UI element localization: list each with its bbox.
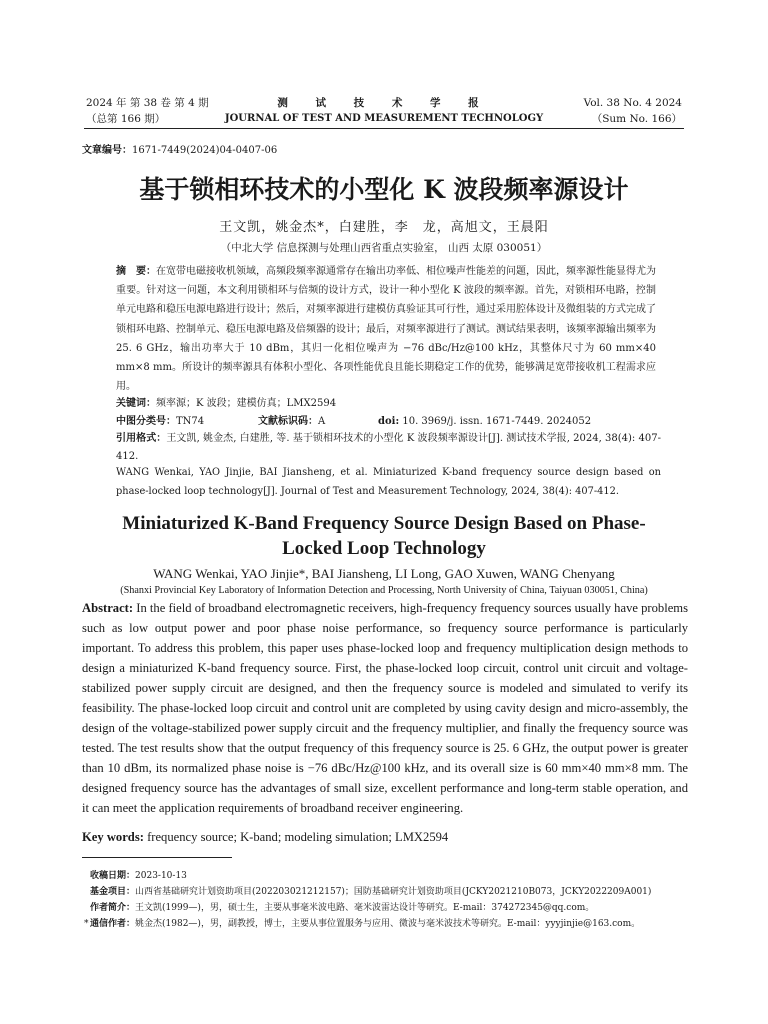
- doi: doi: 10. 3969/j. issn. 1671-7449. 2024052: [378, 416, 592, 427]
- citation-en: WANG Wenkai, YAO Jinjie, BAI Jiansheng, et al. Miniaturized K-band frequency source design based on phase-locked loop technology[J]. Journal of Test and Measurement Technology, 2024, 38(4): 407-412.: [116, 467, 661, 497]
- journal-name-cn: 测 试 技 术 学 报: [277, 97, 491, 109]
- classification-line: [116, 413, 676, 430]
- clc-number: 中图分类号：TN74: [116, 416, 205, 427]
- keywords-en: Key words: frequency source; K-band; modeling simulation; LMX2594: [82, 830, 449, 844]
- footnote-corresponding-author: * 通信作者：姚金杰(1982—)，男，副教授，博士，主要从事位置服务与应用、微波与毫米波技术等研究。E-mail：yyyjinjie@163.com。: [84, 919, 641, 929]
- article-number: 文章编号：1671-7449(2024)04-0407-06: [82, 145, 278, 156]
- header-issue: 2024 年 第 38 卷 第 4 期: [86, 97, 209, 109]
- abstract-cn: 摘 要：在宽带电磁接收机领域，高频段频率源通常存在输出功率低、相位噪声性能差的问题，因此，频率源性能显得尤为重要。针对这一问题，本文利用锁相环与倍频的设计方式，设计一种小型化 K 波段的频率源。首先，对锁相环电路，控制单元电路和稳压电源电路进行设计；然后，对频率源进行建模仿真验证其可行性，通过采用腔体设计及微组装的方式完成了锁相环电路、控制单元、稳压电源电路及倍频器的设计；最后，对频率源进行了测试。测试结果表明，该频率源输出频率为 25. 6 GHz，输出功率大于 10 dBm，其归一化相位噪声为 −76 dBc/Hz@100 kHz，其整体尺寸为 60 mm×40 mm×8 mm。所设计的频率源具有体积小型化、各项性能优良且能长期稳定工作的优势，能够满足宽带接收机工程需求应用。: [116, 266, 656, 393]
- journal-name-en: JOURNAL OF TEST AND MEASUREMENT TECHNOLOGY: [224, 113, 544, 124]
- citation-cn: 引用格式：王文凯, 姚金杰, 白建胜, 等. 基于锁相环技术的小型化 K 波段频率源设计[J]. 测试技术学报, 2024, 38(4): 407-412.: [116, 433, 661, 462]
- authors-en: WANG Wenkai, YAO Jinjie*, BAI Jiansheng, LI Long, GAO Xuwen, WANG Chenyang: [153, 566, 615, 581]
- affiliation-cn: （中北大学 信息探测与处理山西省重点实验室， 山西 太原 030051）: [220, 242, 548, 254]
- header-volume: Vol. 38 No. 4 2024: [583, 97, 682, 109]
- header-rule: [84, 128, 684, 129]
- footnote-received: 收稿日期：2023-10-13: [90, 871, 187, 881]
- footnote-author-bio: 作者简介：王文凯(1999—)，男，硕士生，主要从事毫米波电路、毫米波雷达设计等研究。E-mail：374272345@qq.com。: [90, 903, 595, 913]
- title-en-line1: Miniaturized K-Band Frequency Source Design Based on Phase-: [122, 513, 646, 534]
- abstract-en: Abstract: In the field of broadband electromagnetic receivers, high-frequency frequency sources usually have problems such as low output power and poor phase noise performance, so frequency source performance is particularly important. To address this problem, this paper uses phase-locked loop and frequency multiplication design methods to design a miniaturized K-band frequency source. First, the phase-locked loop circuit, control unit circuit and voltage-stabilized power supply circuit are designed, and then the frequency source is modeled and simulated to verify its feasibility. The phase-locked loop circuit and control unit are completed by using cavity design and micro-assembly, the design of the voltage-stabilized power supply circuit and the frequency multiplier, and finally the frequency source was tested. The test results show that the output frequency of this frequency source is 25. 6 GHz, the output power is greater than 10 dBm, its normalized phase noise is −76 dBc/Hz@100 kHz, and its overall size is 60 mm×40 mm×8 mm. The designed frequency source has the advantages of small size, excellent performance and long-term stable operation, and it can meet the application requirements of broadband receiver engineering.: [82, 601, 689, 815]
- footnote-fund: 基金项目：山西省基础研究计划资助项目(202203021212157)；国防基础研究计划资助项目(JCKY2021210B073，JCKY2022209A001): [90, 887, 652, 897]
- document-code: 文献标识码：A: [258, 416, 326, 427]
- header-total-issue: （总第 166 期）: [86, 113, 166, 125]
- keywords-cn: 关键词：频率源；K 波段；建模仿真；LMX2594: [116, 398, 337, 409]
- footnote-rule: [82, 857, 232, 858]
- title-en-line2: Locked Loop Technology: [282, 538, 486, 559]
- title-cn: 基于锁相环技术的小型化 K 波段频率源设计: [139, 175, 629, 204]
- authors-cn: 王文凯，姚金杰*，白建胜，李 龙，高旭文，王晨阳: [219, 220, 549, 235]
- affiliation-en: (Shanxi Provincial Key Laboratory of Information Detection and Processing, North University of China, Taiyuan 030051, China): [120, 585, 648, 596]
- header-sum-no: （Sum No. 166）: [591, 113, 682, 125]
